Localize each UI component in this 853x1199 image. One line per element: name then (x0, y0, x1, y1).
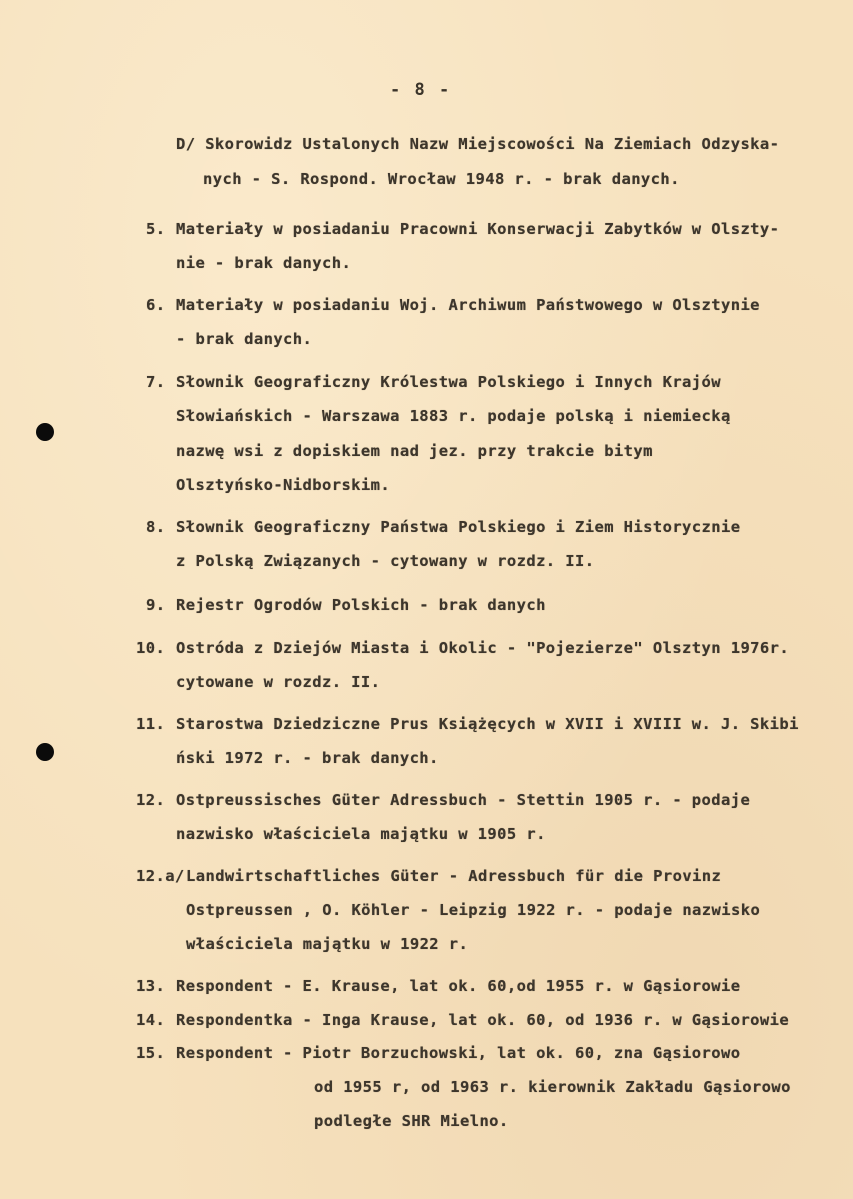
entry-10-line-2: cytowane w rozdz. II. (176, 673, 381, 691)
entry-10-line-1: Ostróda z Dziejów Miasta i Okolic - "Pojezierze" Olsztyn 1976r. (176, 639, 790, 657)
entry-8-line-1: Słownik Geograficzny Państwa Polskiego i Ziem Historycznie (176, 518, 741, 536)
entry-7-line-1: Słownik Geograficzny Królestwa Polskiego i Innych Krajów (176, 373, 721, 391)
entry-12-line-1: Ostpreussisches Güter Adressbuch - Stettin 1905 r. - podaje (176, 791, 751, 809)
entry-12a-line-2: Ostpreussen , O. Köhler - Leipzig 1922 r. - podaje nazwisko (186, 901, 761, 919)
entry-5-line-1: Materiały w posiadaniu Pracowni Konserwacji Zabytków w Olszty- (176, 220, 780, 238)
entry-13-number: 13. (136, 977, 166, 995)
entry-7-number: 7. (146, 373, 166, 391)
punch-hole-bottom (36, 743, 54, 761)
entry-d-line-2: nych - S. Rospond. Wrocław 1948 r. - brak danych. (203, 170, 680, 188)
entry-d-line-1: D/ Skorowidz Ustalonych Nazw Miejscowości Na Ziemiach Odzyska- (176, 135, 780, 153)
entry-15-line-2: od 1955 r, od 1963 r. kierownik Zakładu Gąsiorowo (314, 1078, 791, 1096)
entry-10-number: 10. (136, 639, 166, 657)
entry-12-number: 12. (136, 791, 166, 809)
entry-12a-number: 12.a/ (136, 867, 185, 885)
entry-8-line-2: z Polską Związanych - cytowany w rozdz. II. (176, 552, 595, 570)
entry-12a-line-1: Landwirtschaftliches Güter - Adressbuch für die Provinz (186, 867, 722, 885)
entry-15-line-3: podległe SHR Mielno. (314, 1112, 509, 1130)
entry-9-number: 9. (146, 596, 166, 614)
punch-hole-top (36, 423, 54, 441)
entry-15-line-1: Respondent - Piotr Borzuchowski, lat ok. 60, zna Gąsiorowo (176, 1044, 741, 1062)
entry-6-line-2: - brak danych. (176, 330, 313, 348)
entry-15-number: 15. (136, 1044, 166, 1062)
entry-5-number: 5. (146, 220, 166, 238)
entry-7-line-4: Olsztyńsko-Nidborskim. (176, 476, 391, 494)
entry-12a-line-3: właściciela majątku w 1922 r. (186, 935, 469, 953)
entry-11-line-2: ński 1972 r. - brak danych. (176, 749, 439, 767)
entry-7-line-3: nazwę wsi z dopiskiem nad jez. przy trakcie bitym (176, 442, 653, 460)
entry-11-number: 11. (136, 715, 166, 733)
entry-14-number: 14. (136, 1011, 166, 1029)
entry-6-line-1: Materiały w posiadaniu Woj. Archiwum Państwowego w Olsztynie (176, 296, 760, 314)
entry-7-line-2: Słowiańskich - Warszawa 1883 r. podaje polską i niemiecką (176, 407, 731, 425)
entry-8-number: 8. (146, 518, 166, 536)
entry-11-line-1: Starostwa Dziedziczne Prus Książęcych w XVII i XVIII w. J. Skibi (176, 715, 799, 733)
entry-13-line-1: Respondent - E. Krause, lat ok. 60,od 1955 r. w Gąsiorowie (176, 977, 741, 995)
page-number: - 8 - (390, 80, 452, 100)
entry-12-line-2: nazwisko właściciela majątku w 1905 r. (176, 825, 546, 843)
entry-5-line-2: nie - brak danych. (176, 254, 352, 272)
entry-14-line-1: Respondentka - Inga Krause, lat ok. 60, od 1936 r. w Gąsiorowie (176, 1011, 790, 1029)
entry-6-number: 6. (146, 296, 166, 314)
entry-9-line-1: Rejestr Ogrodów Polskich - brak danych (176, 596, 546, 614)
